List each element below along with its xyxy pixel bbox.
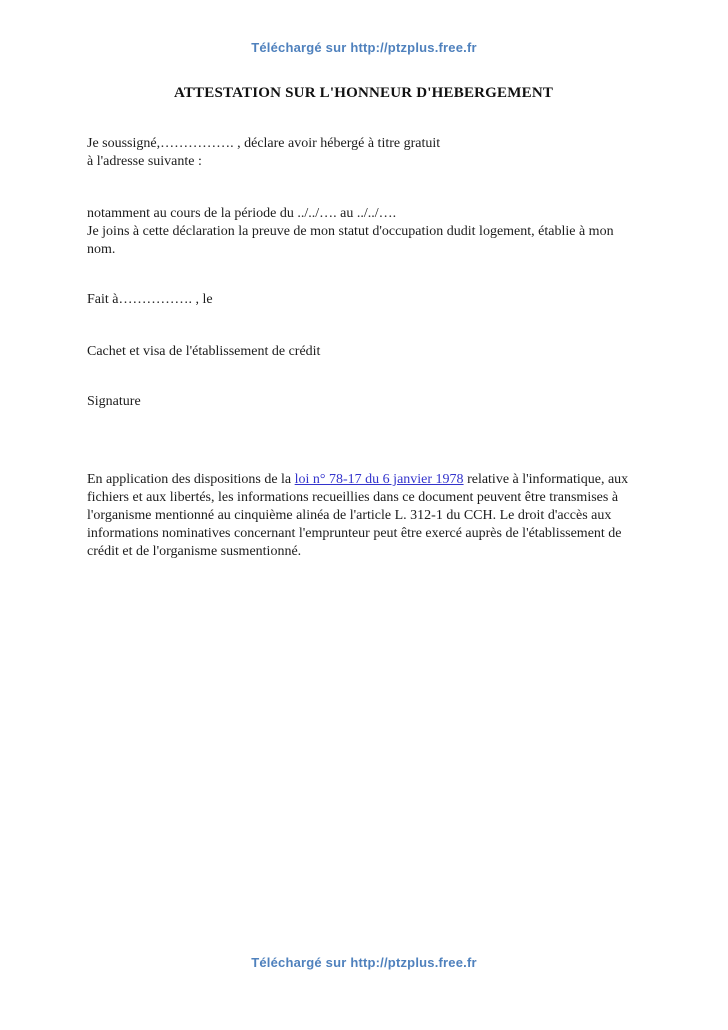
cachet-visa-line: Cachet et visa de l'établissement de crédit bbox=[87, 344, 321, 359]
law-78-17-link[interactable]: loi n° 78-17 du 6 janvier 1978 bbox=[294, 472, 464, 487]
period-line-dates: notamment au cours de la période du ../../…. au ../../…. bbox=[87, 206, 397, 221]
fait-a-line: Fait à……………. , le bbox=[87, 292, 213, 307]
intro-line-address: à l'adresse suivante : bbox=[87, 154, 202, 169]
header-download-note: Téléchargé sur http://ptzplus.free.fr bbox=[251, 40, 477, 55]
footer-download-note: Téléchargé sur http://ptzplus.free.fr bbox=[251, 955, 477, 970]
legal-text-after-link: relative à l'informatique, aux fichiers et aux libertés, les informations recueillies dans ce document peuvent être transmises à l'organisme mentionné au cinquième alinéa de l'article L. 312-1 du CCH. Le droit d'accès aux informations nominatives concernant l'emprunteur peut être exercé auprès de l'établissement de crédit et de l'organisme susmentionné. bbox=[87, 472, 629, 559]
page-title: ATTESTATION SUR L'HONNEUR D'HEBERGEMENT bbox=[173, 85, 554, 101]
legal-paragraph bbox=[87, 471, 640, 561]
signature-label: Signature bbox=[87, 394, 141, 409]
legal-text-before-link: En application des dispositions de la bbox=[87, 472, 295, 487]
paragraph-intro bbox=[87, 135, 640, 171]
paragraph-period bbox=[87, 205, 640, 259]
document-body bbox=[0, 85, 728, 561]
intro-line-declarant: Je soussigné,……………. , déclare avoir hébergé à titre gratuit bbox=[87, 136, 441, 151]
period-line-proof: Je joins à cette déclaration la preuve de mon statut d'occupation dudit logement, établie à mon nom. bbox=[87, 224, 614, 257]
